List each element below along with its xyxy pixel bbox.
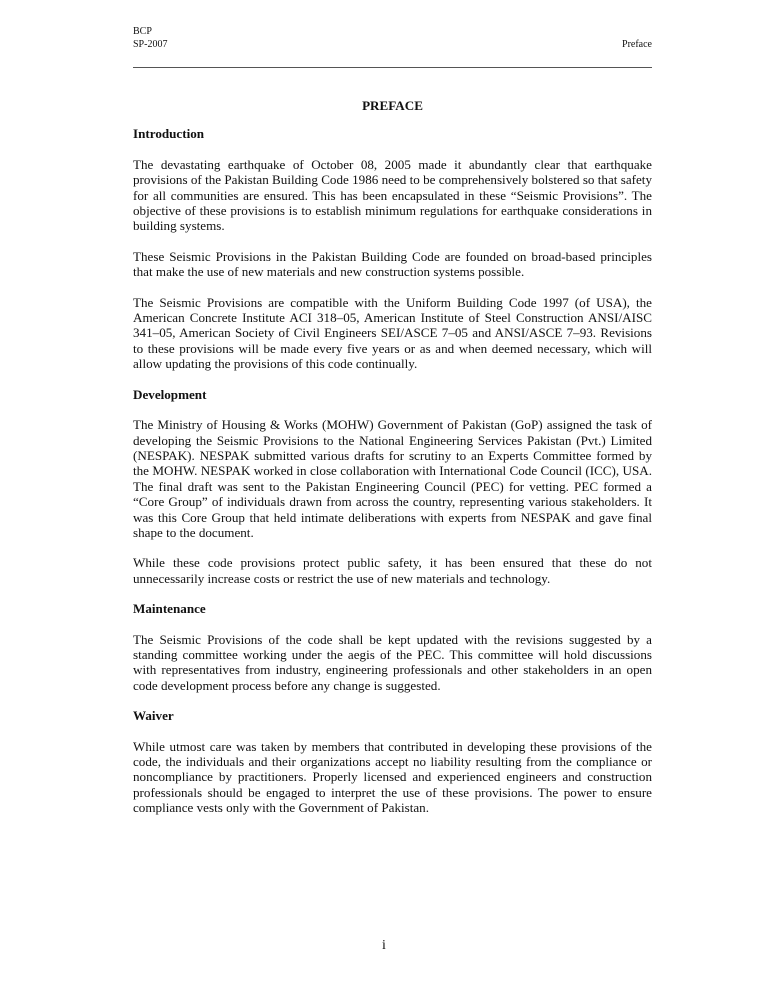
doc-code: BCP xyxy=(133,26,152,37)
header-section: Preface xyxy=(622,39,652,50)
page-footer xyxy=(0,938,768,954)
page-title: PREFACE xyxy=(362,98,423,113)
paragraph: The Ministry of Housing & Works (MOHW) Government of Pakistan (GoP) assigned the task of developing the Seismic Provisions to the National Engineering Services Pakistan (Pvt.) Limited (NESPAK). NESPAK submitted various drafts for scrutiny to an Experts Committee formed by the MOHW. NESPAK worked in close collaboration with International Code Council (ICC), USA. The final draft was sent to the Pakistan Engineering Council (PEC) for vetting. PEC formed a “Core Group” of individuals drawn from across the country, representing various stakeholders. It was this Core Group that held intimate deliberations with experts from NESPAK and gave final shape to the document. xyxy=(133,417,652,540)
paragraph: While utmost care was taken by members that contributed in developing these provisions of the code, the individuals and their organizations accept no liability resulting from the compliance or noncompliance by practitioners. Properly licensed and experienced engineers and construction professionals should be engaged to interpret the use of these provisions. The power to ensure compliance vests only with the Government of Pakistan. xyxy=(133,738,652,816)
header-left xyxy=(133,25,167,51)
section-introduction xyxy=(133,126,652,371)
page-header xyxy=(133,25,652,68)
paragraph: The devastating earthquake of October 08, 2005 made it abundantly clear that earthquake provisions of the Pakistan Building Code 1986 need to be comprehensively bolstered so that safety for all communities are ensured. This has been encapsulated in these “Seismic Provisions”. The objective of these provisions is to establish minimum regulations for earthquake considerations in building systems. xyxy=(133,156,652,234)
section-waiver xyxy=(133,708,652,815)
paragraph: The Seismic Provisions of the code shall be kept updated with the revisions suggested by a standing committee working under the aegis of the PEC. This committee will hold discussions with representatives from industry, engineering professionals and other stakeholders in an open code development process before any change is suggested. xyxy=(133,631,652,693)
paragraph: These Seismic Provisions in the Pakistan Building Code are founded on broad-based principles that make the use of new materials and new construction systems possible. xyxy=(133,248,652,280)
paragraph: The Seismic Provisions are compatible with the Uniform Building Code 1997 (of USA), the American Concrete Institute ACI 318–05, American Institute of Steel Construction ANSI/AISC 341–05, American Society of Civil Engineers SEI/ASCE 7–05 and ANSI/ASCE 7–93. Revisions to these provisions will be made every five years or as and when deemed necessary, which will allow updating the provisions of this code continually. xyxy=(133,294,652,372)
paragraph: While these code provisions protect public safety, it has been ensured that these do not unnecessarily increase costs or restrict the use of new materials and technology. xyxy=(133,555,652,586)
section-development xyxy=(133,387,652,586)
section-heading: Introduction xyxy=(133,126,205,142)
section-heading: Development xyxy=(133,386,207,402)
page-number: i xyxy=(382,938,386,953)
section-heading: Maintenance xyxy=(133,601,206,617)
section-heading: Waiver xyxy=(133,708,174,724)
section-maintenance xyxy=(133,601,652,693)
doc-id: SP-2007 xyxy=(133,39,168,50)
page-content xyxy=(133,98,652,831)
